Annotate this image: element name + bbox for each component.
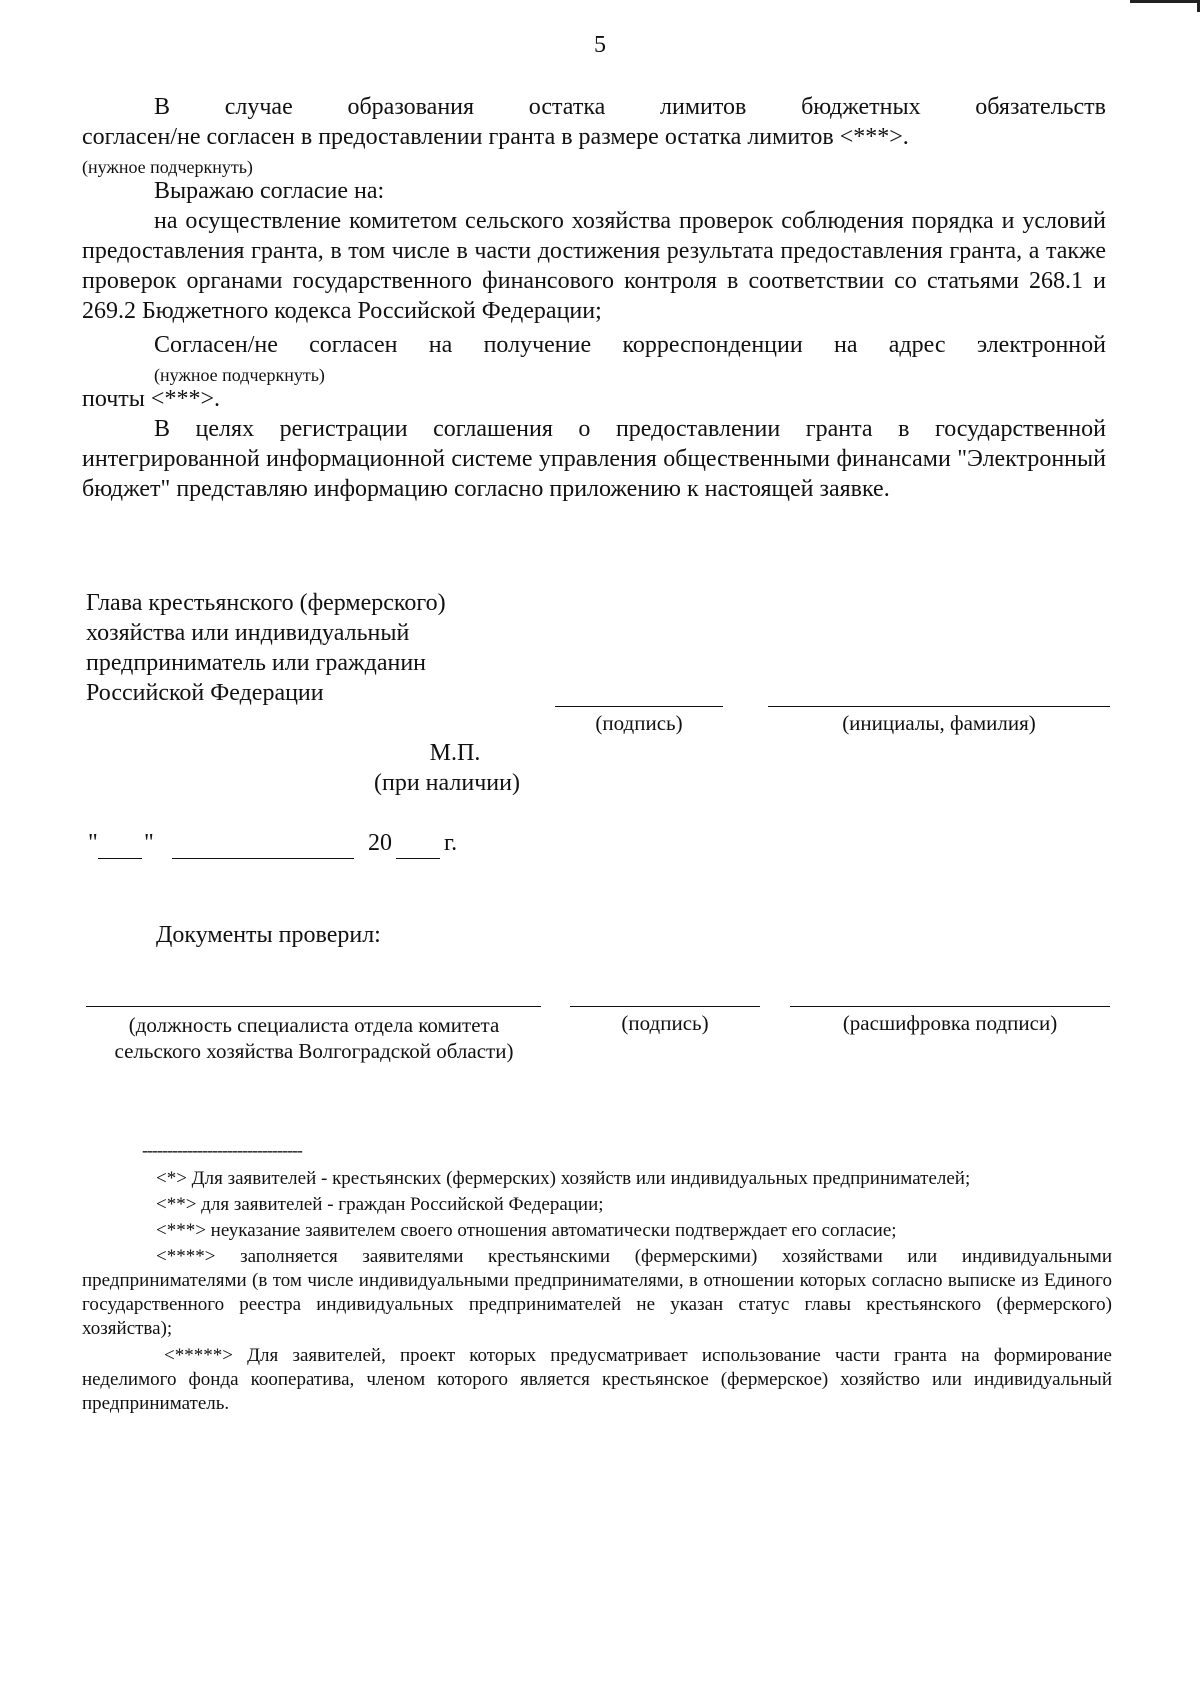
name-line	[768, 706, 1110, 707]
decode-caption: (расшифровка подписи)	[842, 1011, 1058, 1035]
position-line	[86, 1006, 541, 1007]
date-month-line	[172, 858, 354, 859]
footnote-4: <****> заполняется заявителями крестьянскими (фермерскими) хозяйствами или индивидуальными предпринимателями (в том числе индивидуальными предпринимателями, в отношении которых согласно выписке из Единого государственного реестра индивидуальных предпринимателей не указан статус главы крестьянского (фермерского) хозяйства);	[82, 1246, 1112, 1339]
signatory-line: хозяйства или индивидуальный	[86, 620, 410, 646]
footnote-separator: --------------------------------	[142, 1140, 302, 1160]
date-year-suffix: г.	[444, 830, 458, 856]
date-year-line	[396, 858, 440, 859]
page-number: 5	[594, 32, 606, 58]
decode-line	[790, 1006, 1110, 1007]
underline-note: (нужное подчеркнуть)	[154, 365, 325, 385]
consent-text: на осуществление комитетом сельского хозяйства проверок соблюдения порядка и условий предоставления гранта, в том числе в части достижения результата предоставления гранта, а также проверок органами государственного финансового контроля в соответствии со статьями 268.1 и 269.2 Бюджетного кодекса Российской Федерации;	[82, 208, 1106, 324]
date-open-quote: "	[88, 830, 98, 856]
date-year-prefix: 20	[368, 830, 392, 856]
scan-edge-mark	[1130, 0, 1200, 3]
email-consent-line2: почты <***>.	[82, 386, 220, 412]
footnote-5: <*****> Для заявителей, проект которых предусматривает использование части гранта на формирование неделимого фонда кооператива, членом которого является крестьянское (фермерское) хозяйство или индивидуальный предприниматель.	[82, 1345, 1112, 1414]
verify-signature-line	[570, 1006, 760, 1007]
footnote-3: <***> неуказание заявителем своего отношения автоматически подтверждает его согласие;	[156, 1220, 897, 1241]
underline-note: (нужное подчеркнуть)	[82, 157, 253, 177]
date-close-quote: "	[144, 830, 154, 856]
verify-signature-caption: (подпись)	[621, 1011, 709, 1035]
name-caption: (инициалы, фамилия)	[842, 711, 1036, 735]
balance-consent-line1: В случае образования остатка лимитов бюджетных обязательств	[154, 94, 1106, 120]
signatory-line: Российской Федерации	[86, 680, 324, 706]
email-consent-line1: Согласен/не согласен на получение корреспонденции на адрес электронной	[154, 332, 1106, 358]
signatory-line: Глава крестьянского (фермерского)	[86, 590, 446, 616]
footnote-1: <*> Для заявителей - крестьянских (фермерских) хозяйств или индивидуальных предпринимателей;	[156, 1168, 971, 1189]
stamp-label: М.П.	[429, 740, 481, 766]
consent-intro: Выражаю согласие на:	[154, 178, 385, 204]
signature-line	[555, 706, 723, 707]
balance-consent-line2: согласен/не согласен в предоставлении гранта в размере остатка лимитов <***>.	[82, 124, 909, 150]
signature-caption: (подпись)	[595, 711, 683, 735]
stamp-note: (при наличии)	[374, 770, 520, 796]
footnote-2: <**> для заявителей - граждан Российской Федерации;	[156, 1194, 604, 1215]
position-caption: (должность специалиста отдела комитета сельского хозяйства Волгоградской области)	[114, 1013, 514, 1063]
signatory-line: предприниматель или гражданин	[86, 650, 427, 676]
registration-text: В целях регистрации соглашения о предоставлении гранта в государственной интегрированной информационной системе управления общественными финансами "Электронный бюджет" представляю информацию согласно приложению к настоящей заявке.	[82, 416, 1106, 502]
verified-label: Документы проверил:	[156, 922, 381, 948]
date-day-line	[98, 858, 142, 859]
